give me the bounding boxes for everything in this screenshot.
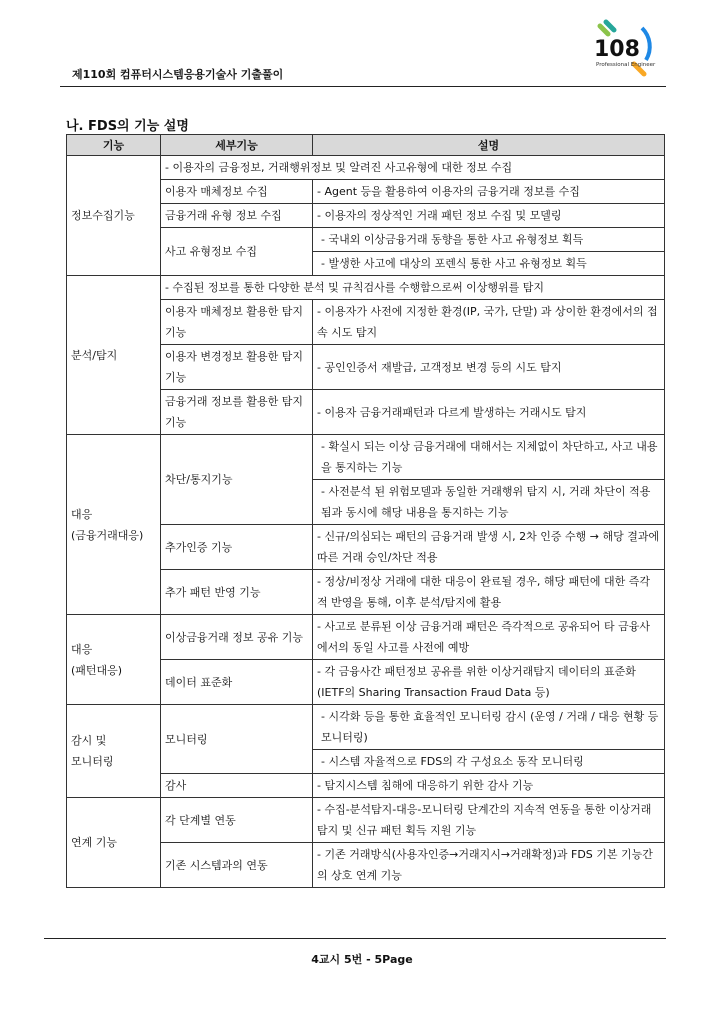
subfunction-cell: 데이터 표준화 xyxy=(161,660,313,705)
description-line: - 국내외 이상금융거래 동향을 통한 사고 유형정보 획득 xyxy=(321,233,584,246)
table-row xyxy=(67,615,665,660)
description-line: - 탐지시스템 침해에 대응하기 위한 감사 기능 xyxy=(317,779,534,792)
table-row xyxy=(67,156,665,180)
page-footer: 4교시 5번 - 5Page xyxy=(311,953,413,966)
description-cell xyxy=(313,570,665,615)
description-cell xyxy=(313,345,665,390)
description-line: - 이용자 금융거래패턴과 다르게 발생하는 거래시도 탐지 xyxy=(317,405,587,419)
table-header-row xyxy=(67,135,665,156)
subfunction-cell: 추가인증 기능 xyxy=(161,525,313,570)
description-line: - 사고로 분류된 이상 금융거래 패턴은 즉각적으로 공유되어 타 금융사에서의 동일 사고를 사전에 예방 xyxy=(317,620,650,654)
column-header-description: 설명 xyxy=(313,135,665,156)
function-label: 분석/탐지 xyxy=(71,348,118,362)
function-cell xyxy=(67,705,161,798)
description-cell xyxy=(313,843,665,888)
description-cell xyxy=(313,300,665,345)
description-line: - 이용자의 정상적인 거래 패턴 정보 수집 및 모델링 xyxy=(317,209,562,222)
description-line: - 시스템 자율적으로 FDS의 각 구성요소 동작 모니터링 xyxy=(313,749,664,773)
function-label: 대응 (패턴대응) xyxy=(71,642,123,677)
description-line: - 각 금융사간 패턴정보 공유를 위한 이상거래탐지 데이터의 표준화(IETF의 Sharing Transaction Fraud Data 등) xyxy=(317,665,636,699)
description-line: - 이용자가 사전에 지정한 환경(IP, 국가, 단말) 과 상이한 환경에서의 접속 시도 탐지 xyxy=(317,305,658,339)
description-line: - 공인인증서 재발급, 고객정보 변경 등의 시도 탐지 xyxy=(317,360,562,374)
description-cell xyxy=(313,435,665,525)
table-row xyxy=(67,798,665,843)
footer-divider xyxy=(44,938,666,939)
logo-number: 108 xyxy=(594,37,640,62)
table-row xyxy=(67,276,665,300)
function-cell xyxy=(67,276,161,435)
subfunction-cell: 기존 시스템과의 연동 xyxy=(161,843,313,888)
description-cell xyxy=(313,525,665,570)
description-line: - 시각화 등을 통한 효율적인 모니터링 감시 (운영 / 거래 / 대응 현황 등 모니터링) xyxy=(321,710,659,744)
description-line: - 기존 거래방식(사용자인증→거래지시→거래확정)과 FDS 기본 기능간의 상호 연계 기능 xyxy=(317,848,653,882)
description-cell xyxy=(313,228,665,276)
description-cell xyxy=(313,390,665,435)
subfunction-cell: 이용자 매체정보 활용한 탐지 기능 xyxy=(161,300,313,345)
fds-function-table xyxy=(66,134,665,888)
function-cell xyxy=(67,798,161,888)
subfunction-cell: 이상금융거래 정보 공유 기능 xyxy=(161,615,313,660)
professional-engineer-logo xyxy=(586,16,658,80)
logo-tagline: Professional Engineer xyxy=(596,62,656,68)
description-cell xyxy=(313,705,665,774)
column-header-subfunction: 세부기능 xyxy=(161,135,313,156)
subfunction-cell: 금융거래 유형 정보 수집 xyxy=(161,204,313,228)
function-cell xyxy=(67,615,161,705)
subfunction-cell: 금융거래 정보를 활용한 탐지 기능 xyxy=(161,390,313,435)
function-label: 연계 기능 xyxy=(71,836,118,849)
subfunction-cell: 이용자 매체정보 수집 xyxy=(161,180,313,204)
description-line: - 사전분석 된 위험모델과 동일한 거래행위 탐지 시, 거래 차단이 적용됨과 동시에 해당 내용을 통지하는 기능 xyxy=(313,479,664,524)
function-label: 정보수집기능 xyxy=(71,209,135,222)
subfunction-cell: 감사 xyxy=(161,774,313,798)
description-line: - 신규/의심되는 패턴의 금융거래 발생 시, 2차 인증 수행 → 해당 결과에 따른 거래 승인/차단 적용 xyxy=(317,530,660,564)
subfunction-cell: 모니터링 xyxy=(161,705,313,774)
column-header-function: 기능 xyxy=(67,135,161,156)
description-cell xyxy=(313,615,665,660)
description-line: - 확실시 되는 이상 금융거래에 대해서는 지체없이 차단하고, 사고 내용을 통지하는 기능 xyxy=(321,440,658,474)
description-line: - 수집-분석탐지-대응-모니터링 단계간의 지속적 연동을 통한 이상거래 탐지 및 신규 패턴 획득 지원 기능 xyxy=(317,803,652,837)
subfunction-cell: 이용자 변경정보 활용한 탐지 기능 xyxy=(161,345,313,390)
table-row xyxy=(67,435,665,525)
description-cell xyxy=(313,774,665,798)
function-cell xyxy=(67,435,161,615)
description-cell xyxy=(313,180,665,204)
subfunction-cell: 각 단계별 연동 xyxy=(161,798,313,843)
description-line: - Agent 등을 활용하여 이용자의 금융거래 정보를 수집 xyxy=(317,185,580,198)
subfunction-cell: 추가 패턴 반영 기능 xyxy=(161,570,313,615)
description-line: - 정상/비정상 거래에 대한 대응이 완료될 경우, 해당 패턴에 대한 즉각적 반영을 통해, 이후 분석/탐지에 활용 xyxy=(317,575,651,609)
description-cell xyxy=(313,204,665,228)
header-divider xyxy=(60,86,666,87)
description-cell xyxy=(313,660,665,705)
subfunction-cell: 사고 유형정보 수집 xyxy=(161,228,313,276)
function-label: 감시 및 모니터링 xyxy=(71,734,114,768)
subfunction-cell: 차단/통지기능 xyxy=(161,435,313,525)
section-title: 나. FDS의 기능 설명 xyxy=(66,119,189,134)
function-label: 대응 (금융거래대응) xyxy=(71,507,144,542)
description-cell xyxy=(313,798,665,843)
function-cell xyxy=(67,156,161,276)
function-intro-cell: - 수집된 정보를 통한 다양한 분석 및 규칙검사를 수행함으로써 이상행위를 탐지 xyxy=(161,276,665,300)
table-row xyxy=(67,705,665,774)
description-line: - 발생한 사고에 대상의 포렌식 통한 사고 유형정보 획득 xyxy=(313,251,664,275)
document-header-title: 제110회 컴퓨터시스템응용기술사 기출풀이 xyxy=(72,68,284,81)
function-intro-cell: - 이용자의 금융정보, 거래행위정보 및 알려진 사고유형에 대한 정보 수집 xyxy=(161,156,665,180)
